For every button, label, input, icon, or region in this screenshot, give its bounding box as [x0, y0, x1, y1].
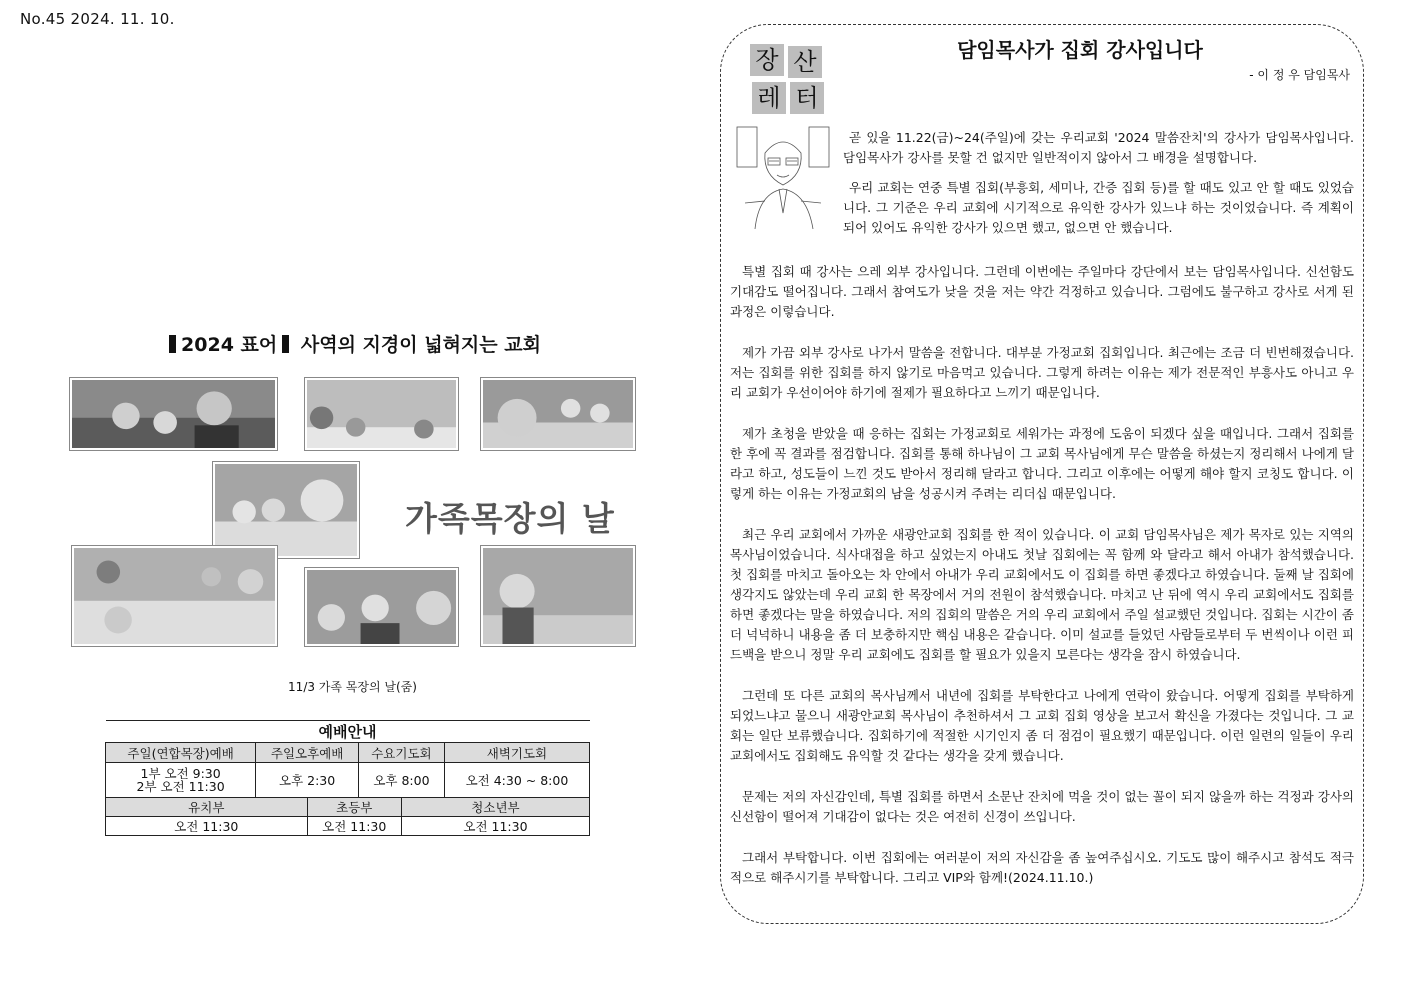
motto-bar-left — [169, 335, 176, 353]
motto-tag: 2024 표어 — [181, 334, 278, 356]
sunday-time-1: 1부 오전 9:30 — [140, 766, 221, 781]
church-motto — [70, 330, 635, 357]
letter-paragraph-3: 제가 초청을 받았을 때 응하는 집회는 가정교회로 세워가는 과정에 도움이 되겠다 싶을 때입니다. 그래서 집회를 한 후에 꼭 결과를 점검합니다. 집회를 통해 하나님이 그 교회 목사님에게 무슨 말씀을 하셨는지 정리해서 나에게 달라고 하고, 성도들이 느낀 것도 받아서 정리해 달라고 합니다. 그리고 이후에는 어떻게 해야 할지 코칭도 합니다. 이렇게 하는 이유는 가정교회의 남을 성공시켜 주려는 리더십 때문입니다. — [730, 426, 1354, 501]
letter-paragraph-2: 제가 가끔 외부 강사로 나가서 말씀을 전합니다. 대부분 가정교회 집회입니다. 최근에는 조금 더 빈번해졌습니다. 저는 집회를 위한 집회를 하지 않기로 마음먹고 있습니다. 그렇게 하려는 이유는 제가 전문적인 부흥사도 아니고 우리 교회가 우선이어야 하기에 절제가 필요하다고 느끼기 때문입니다. — [730, 345, 1354, 400]
dept-kinder: 유치부 — [106, 798, 308, 817]
logo-char-2: 산 — [788, 46, 822, 78]
header-dawn: 새벽기도회 — [444, 743, 589, 763]
letter-paragraph-5: 그런데 또 다른 교회의 목사님께서 내년에 집회를 부탁한다고 나에게 연락이 왔습니다. 어떻게 집회를 부탁하게 되었느냐고 물으니 새광안교회 목사님이 추천하셔서 그 교회 집회 영상을 보고서 확신을 가졌다는 것입니다. 그 교회는 일단 보류했습니다. 집회하기에 적절한 시기인지 좀 더 점검이 필요했기 때문입니다. 이런 일련의 일들이 우리 교회에서도 집회해도 유익할 것 같다는 생각을 갖게 했습니다. — [730, 688, 1354, 763]
youth-time: 오전 11:30 — [401, 817, 589, 836]
family-photo-1 — [70, 378, 277, 450]
family-photo-6 — [305, 568, 458, 646]
family-photo-5 — [72, 546, 277, 646]
letter-paragraph-6: 문제는 저의 자신감인데, 특별 집회를 하면서 소문난 잔치에 먹을 것이 없는 꼴이 되지 않을까 하는 걱정과 강사의 신선함이 떨어져 기대감이 없다는 것은 여전히 신경이 쓰입니다. — [730, 789, 1354, 824]
letter-title: 담임목사가 집회 강사입니다 — [957, 38, 1203, 62]
photo-caption: 11/3 가족 목장의 날(줌) — [288, 680, 417, 694]
dept-youth: 청소년부 — [401, 798, 589, 817]
logo-char-4: 터 — [790, 82, 824, 114]
afternoon-time: 오후 2:30 — [256, 763, 359, 798]
motto-bar-right — [282, 335, 289, 353]
letter-body — [730, 262, 1354, 909]
header-wednesday: 수요기도회 — [358, 743, 444, 763]
motto-text: 사역의 지경이 넓혀지는 교회 — [300, 334, 541, 356]
dept-elementary: 초등부 — [307, 798, 401, 817]
kinder-time: 오전 11:30 — [106, 817, 308, 836]
letter-logo — [748, 44, 830, 116]
family-photo-7 — [481, 546, 635, 646]
dawn-time: 오전 4:30 ~ 8:00 — [444, 763, 589, 798]
letter-paragraph-1: 특별 집회 때 강사는 으레 외부 강사입니다. 그런데 이번에는 주일마다 강단에서 보는 담임목사입니다. 신선함도 기대감도 떨어집니다. 그래서 참여도가 낮을 것을 저는 약간 걱정하고 있습니다. 그럼에도 불구하고 강사로 서게 된 과정은 이렇습니다. — [730, 264, 1354, 319]
issue-line: No.45 2024. 11. 10. — [20, 10, 175, 28]
sunday-times — [106, 763, 256, 798]
letter-intro — [843, 128, 1354, 248]
pastor-portrait-sketch — [735, 123, 831, 229]
letter-paragraph-4: 최근 우리 교회에서 가까운 새광안교회 집회를 한 적이 있습니다. 이 교회 담임목사님은 제가 목자로 있는 지역의 목사님이었습니다. 식사대접을 하고 싶었는지 아내도 첫날 집회에는 꼭 함께 와 달라고 해서 아내가 참석했습니다. 첫 집회를 마치고 돌아오는 차 안에서 아내가 우리 교회에서도 이 집회를 하면 좋겠다고 하였습니다. 둘째 날 집회에 생각지도 않았는데 우리 교회 한 목장에서 거의 전원이 참석했습니다. 마치고 난 뒤에 역시 우리 교회에서도 집회를 하면 좋겠다는 말을 하였습니다. 저의 집회의 말씀은 거의 우리 교회에서 주일 설교했던 것입니다. 집회는 시간이 좀 더 넉넉하니 내용을 좀 더 보충하지만 핵심 내용은 같습니다. 이미 설교를 들었던 사람들로부터 두 번씩이나 이런 피드백을 받으니 정말 우리 교회에도 집회를 할 필요가 있을지 모른다는 생각을 잠시 하였습니다. — [730, 527, 1354, 662]
letter-paragraph-7: 그래서 부탁합니다. 이번 집회에는 여러분이 저의 자신감을 좀 높여주십시오. 기도도 많이 해주시고 참석도 적극적으로 해주시기를 부탁합니다. 그리고 VIP와 함께!(2024.11.10.) — [730, 850, 1354, 885]
worship-title: 예배안내 — [106, 721, 590, 743]
photo-banner: 가족목장의 날 — [405, 499, 615, 538]
intro-paragraph-2: 우리 교회는 연중 특별 집회(부흥회, 세미나, 간증 집회 등)를 할 때도 있고 안 할 때도 있었습니다. 그 기준은 우리 교회에 시기적으로 유익한 강사가 있느냐 하는 것이었습니다. 즉 계획이 되어 있어도 유익한 강사가 있으면 했고, 없으면 안 했습니다. — [843, 180, 1354, 235]
wednesday-time: 오후 8:00 — [358, 763, 444, 798]
family-photo-3 — [481, 378, 635, 450]
header-sunday: 주일(연합목장)예배 — [106, 743, 256, 763]
intro-paragraph-1: 곧 있을 11.22(금)~24(주일)에 갖는 우리교회 '2024 말씀잔치'의 강사가 담임목사입니다. 담임목사가 강사를 못할 건 없지만 일반적이지 않아서 그 배경을 설명합니다. — [843, 130, 1354, 165]
letter-author: - 이 정 우 담임목사 — [1249, 68, 1350, 82]
logo-char-1: 장 — [750, 44, 784, 76]
family-photo-2 — [305, 378, 458, 450]
logo-char-3: 레 — [752, 82, 786, 114]
family-photo-4 — [213, 462, 359, 558]
header-afternoon: 주일오후예배 — [256, 743, 359, 763]
sunday-time-2: 2부 오전 11:30 — [136, 779, 225, 794]
worship-schedule-table — [105, 720, 590, 836]
elementary-time: 오전 11:30 — [307, 817, 401, 836]
